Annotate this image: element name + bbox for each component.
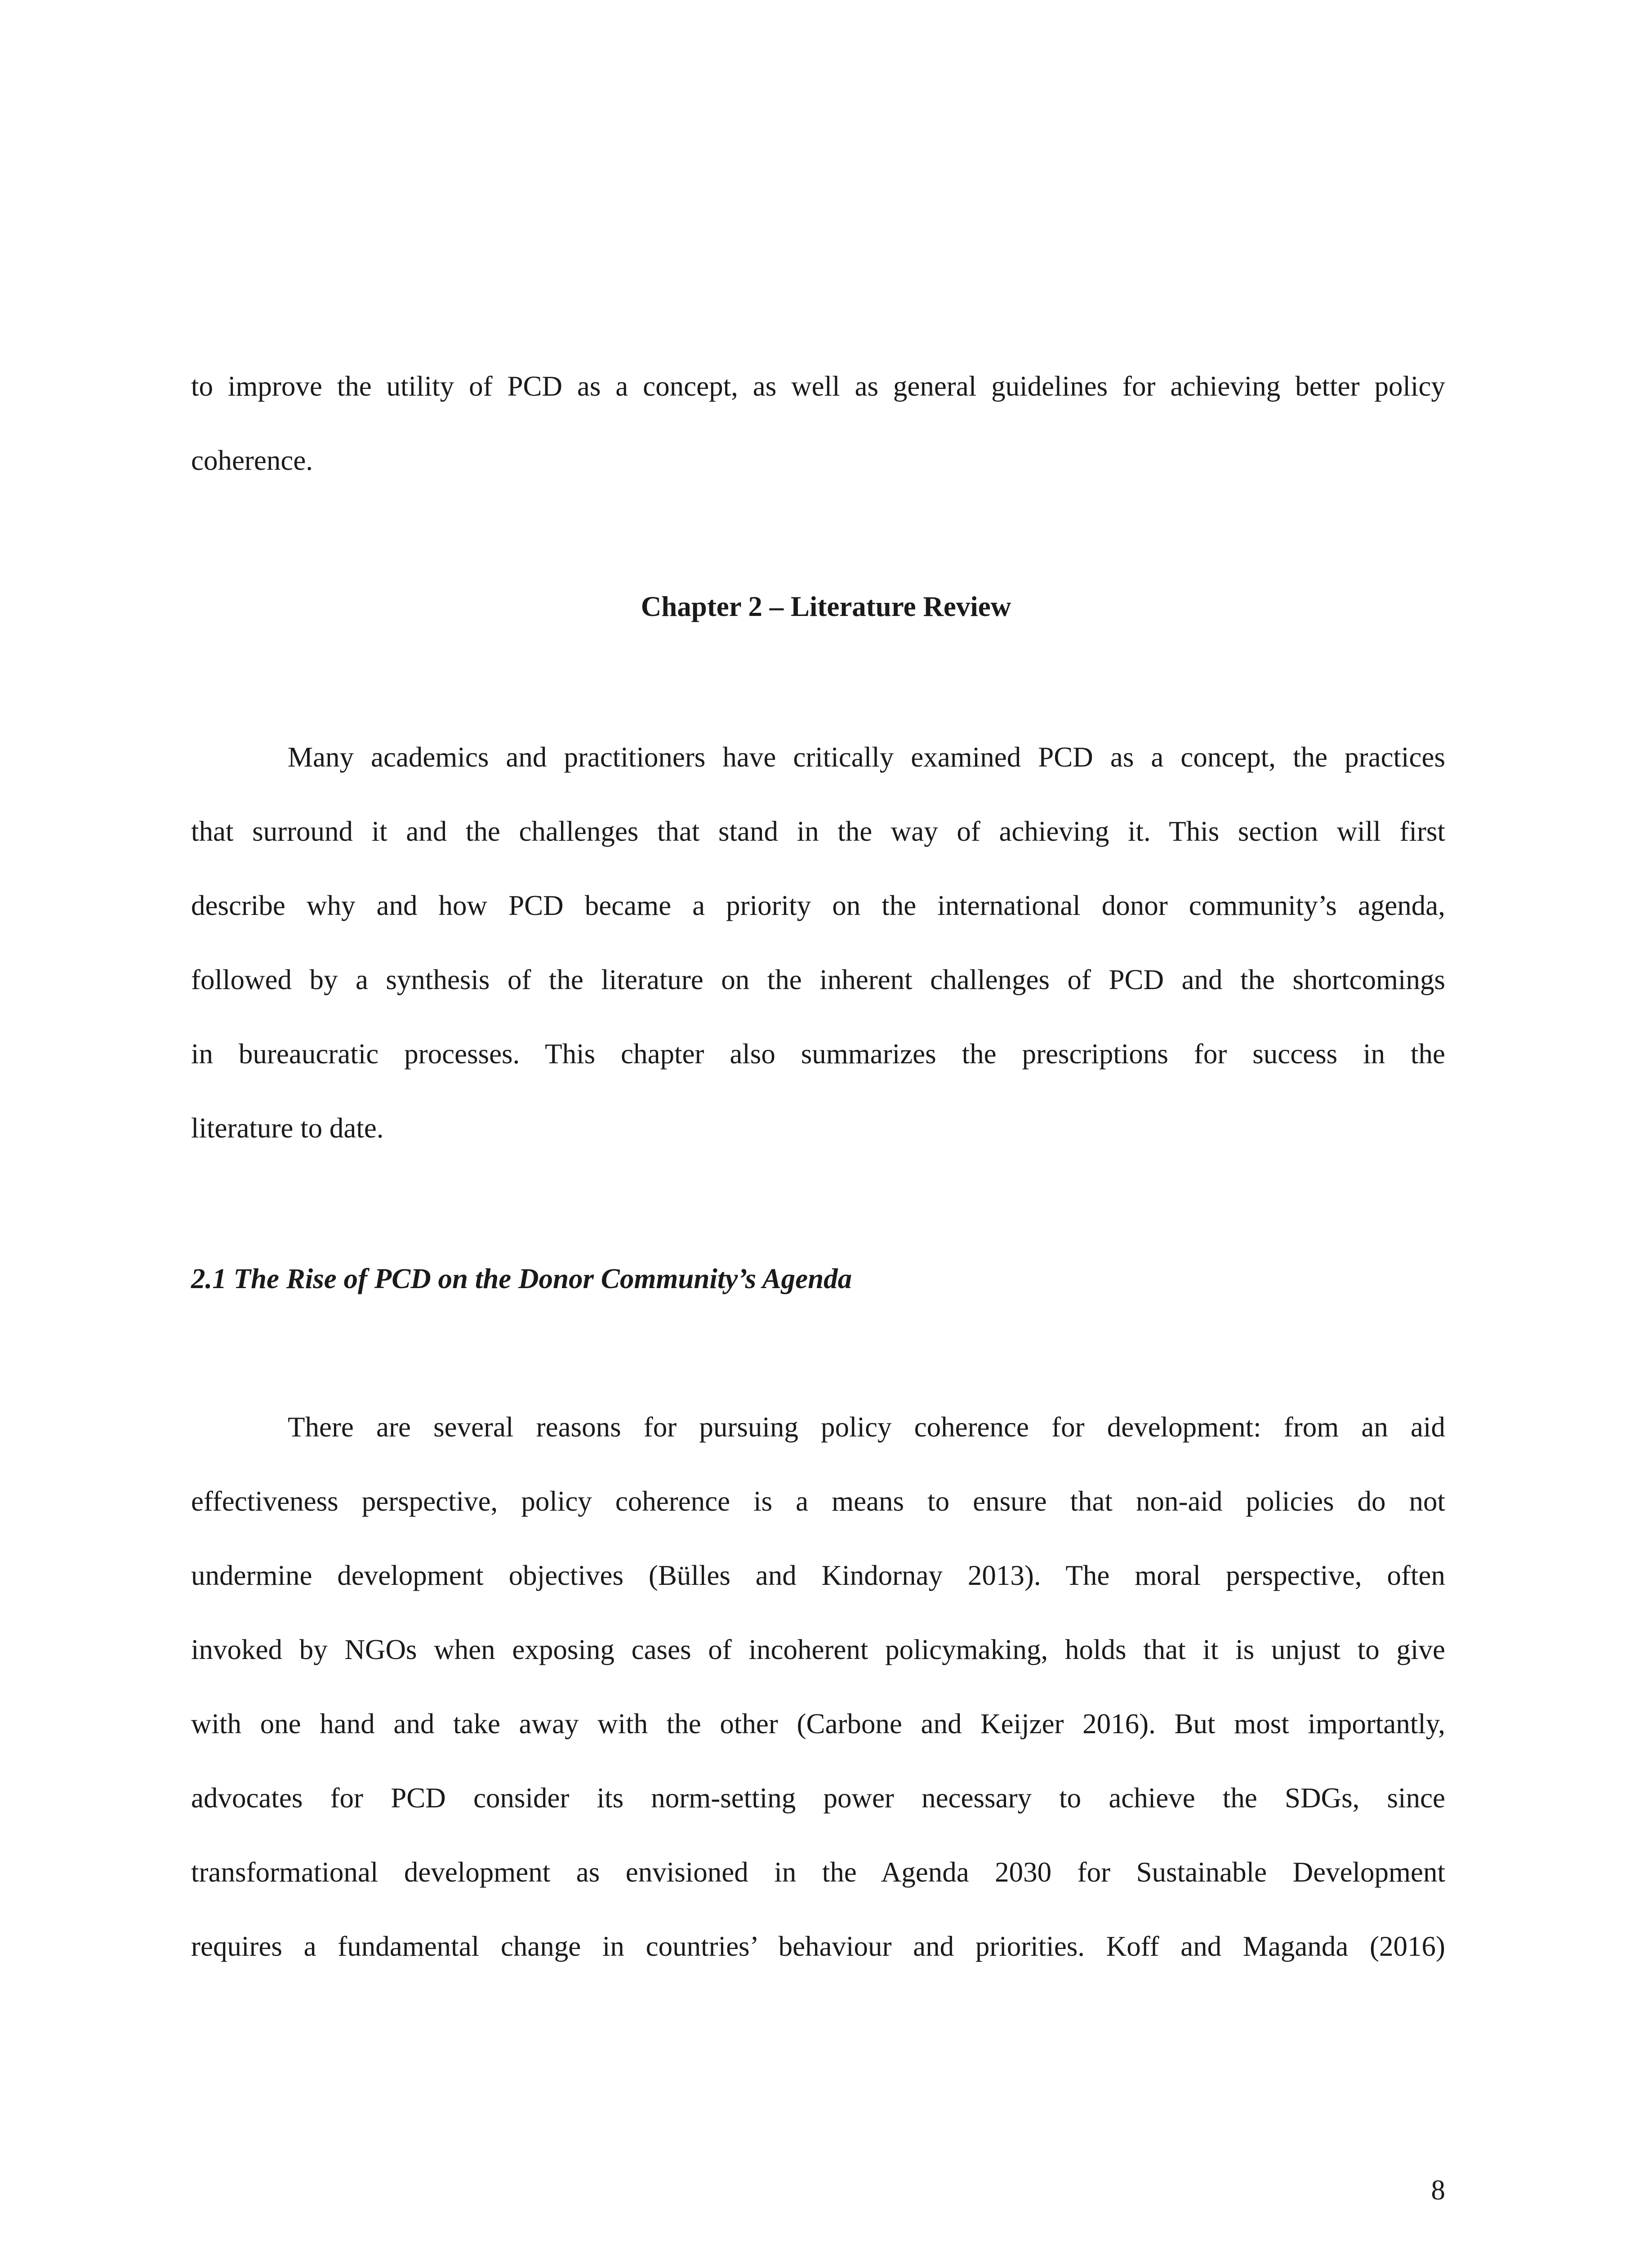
chapter-heading: Chapter 2 – Literature Review [641,591,1011,622]
paragraph-line: undermine development objectives (Bülles and Kindornay 2013). The moral perspective, often [191,1560,1445,1591]
paragraph-line: requires a fundamental change in countries’ behaviour and priorities. Koff and Maganda (2016) [191,1931,1445,1962]
section-heading: 2.1 The Rise of PCD on the Donor Community’s Agenda [191,1263,852,1294]
continuation-line: coherence. [191,445,313,476]
continuation-line: to improve the utility of PCD as a concept, as well as general guidelines for achieving better policy [191,370,1445,402]
paragraph-line: describe why and how PCD became a priority on the international donor community’s agenda, [191,890,1445,921]
paragraph-line: transformational development as envisioned in the Agenda 2030 for Sustainable Development [191,1856,1445,1888]
paragraph-line: effectiveness perspective, policy coherence is a means to ensure that non-aid policies do not [191,1485,1445,1517]
paragraph-line: literature to date. [191,1112,384,1144]
paragraph-line: with one hand and take away with the other (Carbone and Keijzer 2016). But most importantly, [191,1708,1445,1740]
paragraph-line: advocates for PCD consider its norm-setting power necessary to achieve the SDGs, since [191,1782,1445,1814]
paragraph-line: invoked by NGOs when exposing cases of incoherent policymaking, holds that it is unjust to give [191,1634,1445,1665]
paragraph-line: followed by a synthesis of the literature on the inherent challenges of PCD and the shortcomings [191,964,1445,995]
page-number: 8 [1431,2174,1445,2206]
paragraph-line: in bureaucratic processes. This chapter also summarizes the prescriptions for success in the [191,1038,1445,1070]
paragraph-line: There are several reasons for pursuing policy coherence for development: from an aid [288,1411,1445,1443]
paragraph-line: Many academics and practitioners have critically examined PCD as a concept, the practices [288,741,1445,773]
paragraph-line: that surround it and the challenges that stand in the way of achieving it. This section will first [191,816,1445,847]
